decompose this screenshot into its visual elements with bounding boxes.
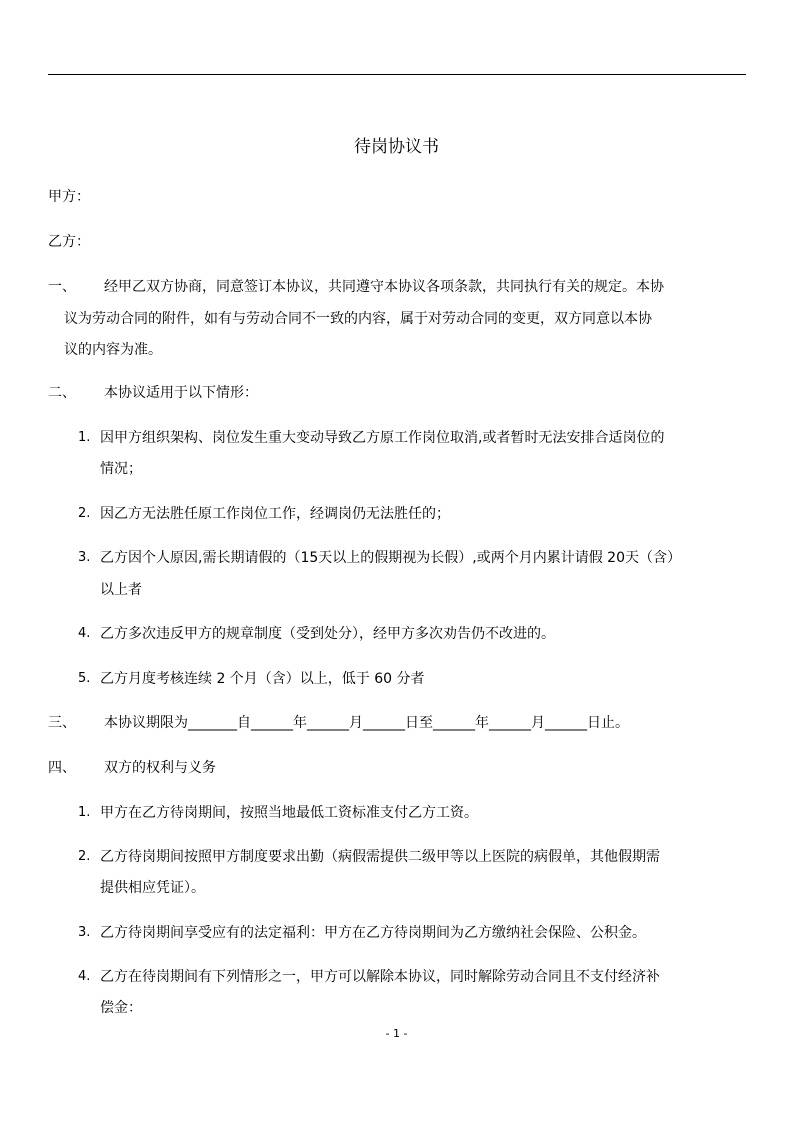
section-1-line-1: 经甲乙双方协商，同意签订本协议，共同遵守本协议各项条款，共同执行有关的规定。本协 [104, 279, 664, 295]
s2-item-3-num: 3. [78, 550, 91, 565]
s4-item-2-num: 2. [78, 849, 91, 864]
page-number: - 1 - [385, 1027, 408, 1040]
section-1-line-2: 议为劳动合同的附件，如有与劳动合同不一致的内容，属于对劳动合同的变更，双方同意以本协 [64, 311, 652, 327]
header-rule [48, 74, 746, 75]
s2-item-5-line-1: 乙方月度考核连续 2 个月（含）以上，低于 60 分者 [100, 671, 425, 687]
s2-item-2-line-1: 因乙方无法胜任原工作岗位工作，经调岗仍无法胜任的； [100, 506, 450, 522]
s2-item-1-line-1: 因甲方组织架构、岗位发生重大变动导致乙方原工作岗位取消,或者暂时无法安排合适岗位的 [100, 430, 665, 446]
s2-item-1-num: 1. [78, 430, 91, 445]
s4-item-1-line-1: 甲方在乙方待岗期间，按照当地最低工资标准支付乙方工资。 [100, 805, 478, 821]
section-3-text: 本协议期限为_______自______年______月______日至______年______月______日止。 [104, 715, 629, 731]
s4-item-2-line-1: 乙方待岗期间按照甲方制度要求出勤（病假需提供二级甲等以上医院的病假单，其他假期需 [100, 849, 660, 865]
s2-item-3-line-2: 以上者 [100, 582, 142, 598]
s4-item-3-line-1: 乙方待岗期间享受应有的法定福利：甲方在乙方待岗期间为乙方缴纳社会保险、公积金。 [100, 925, 646, 941]
s4-item-4-num: 4. [78, 969, 91, 984]
section-2-heading: 本协议适用于以下情形： [104, 385, 258, 401]
section-4-heading: 双方的权利与义务 [104, 760, 216, 776]
section-4-marker: 四、 [48, 760, 76, 776]
s4-item-4-line-1: 乙方在待岗期间有下列情形之一，甲方可以解除本协议，同时解除劳动合同且不支付经济补 [100, 969, 660, 985]
s4-item-1-num: 1. [78, 805, 91, 820]
section-2-marker: 二、 [48, 385, 76, 401]
s4-item-3-num: 3. [78, 925, 91, 940]
section-1-line-3: 议的内容为准。 [64, 342, 162, 358]
document-title: 待岗协议书 [354, 137, 439, 157]
s2-item-5-num: 5. [78, 671, 91, 686]
section-1-marker: 一、 [48, 279, 76, 295]
s2-item-4-num: 4. [78, 626, 91, 641]
s4-item-4-line-2: 偿金： [100, 1000, 142, 1016]
s2-item-1-line-2: 情况； [100, 461, 142, 477]
s2-item-2-num: 2. [78, 506, 91, 521]
party-b-label: 乙方： [48, 234, 90, 250]
party-a-label: 甲方： [48, 189, 90, 205]
s4-item-2-line-2: 提供相应凭证）。 [100, 880, 205, 896]
s2-item-3-line-1: 乙方因个人原因,需长期请假的（15天以上的假期视为长假）,或两个月内累计请假 20天（含） [100, 550, 681, 566]
s2-item-4-line-1: 乙方多次违反甲方的规章制度（受到处分），经甲方多次劝告仍不改进的。 [100, 626, 555, 642]
section-3-marker: 三、 [48, 715, 76, 731]
